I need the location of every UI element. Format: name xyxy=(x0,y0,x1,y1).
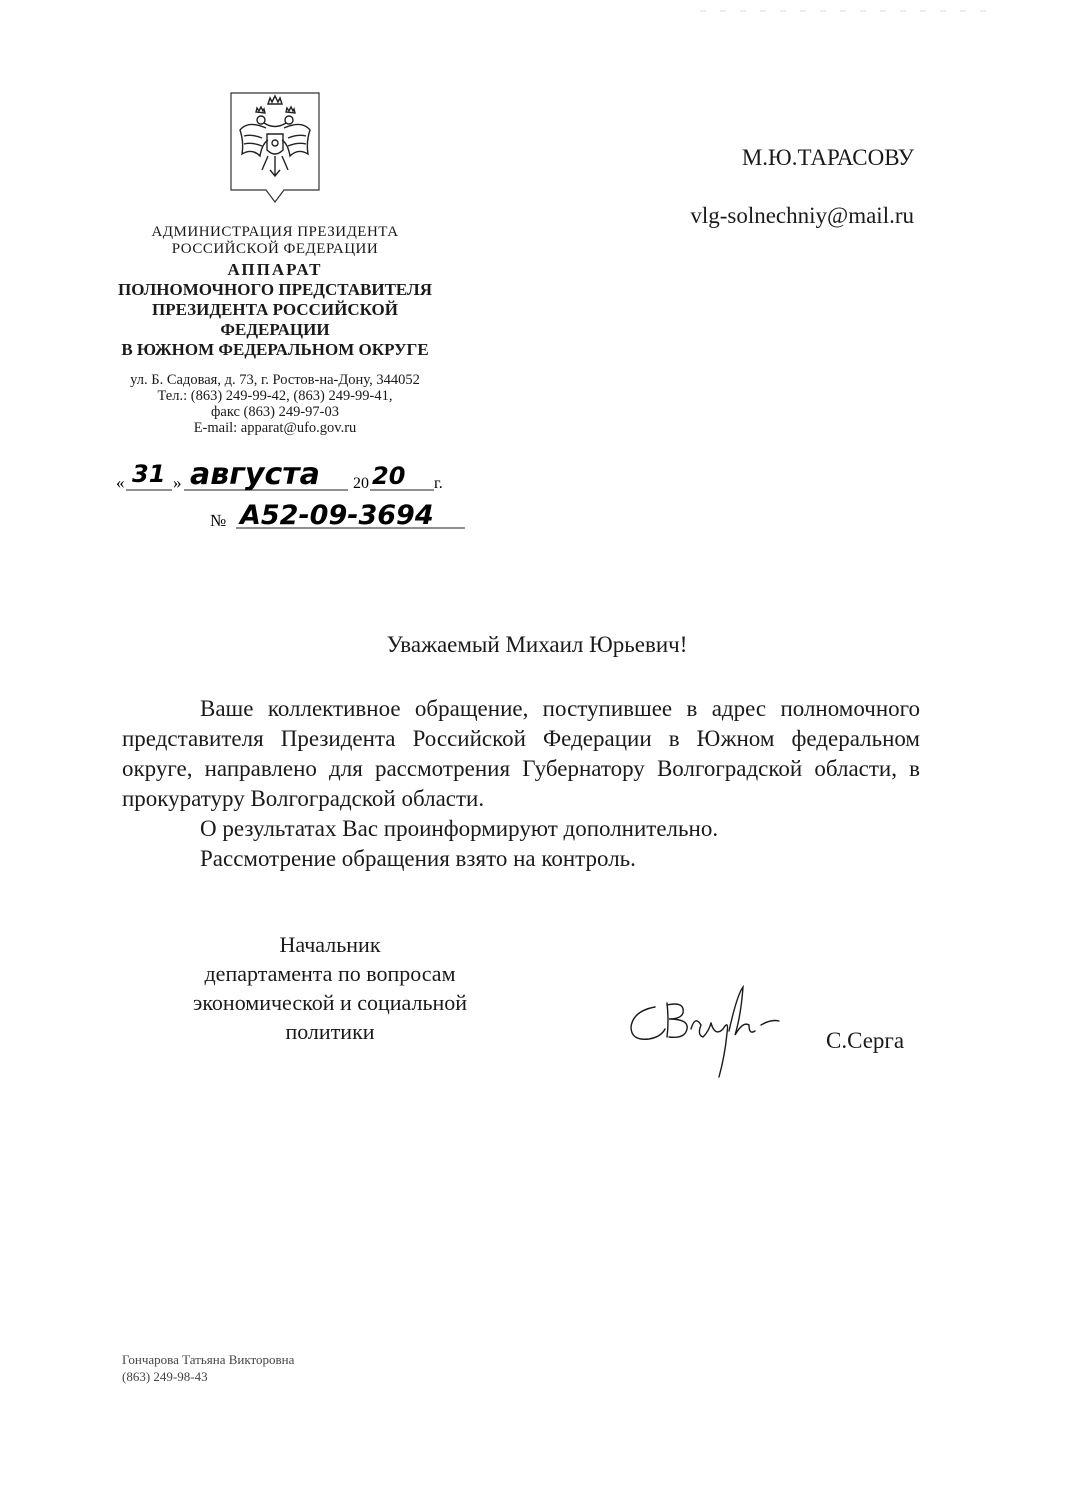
position-line: Начальник xyxy=(279,932,381,957)
org-line: РОССИЙСКОЙ ФЕДЕРАЦИИ xyxy=(171,241,379,257)
date-year-end: г. xyxy=(434,475,443,492)
scan-artifact xyxy=(700,8,1000,14)
recipient-name: М.Ю.ТАРАСОВУ xyxy=(741,145,914,170)
recipient-block xyxy=(690,140,914,234)
body-paragraph: Рассмотрение обращения взято на контроль. xyxy=(200,846,636,871)
fax-line: факс (863) 249-97-03 xyxy=(210,404,339,420)
position-line: политики xyxy=(285,1019,375,1044)
registration-date xyxy=(116,458,456,498)
organization-block xyxy=(100,224,450,360)
greeting: Уважаемый Михаил Юрьевич! xyxy=(386,632,688,657)
date-day: 31 xyxy=(132,460,166,488)
position-line: департамента по вопросам xyxy=(204,961,456,986)
executor-name: Гончарова Татьяна Викторовна xyxy=(122,1352,295,1367)
email-line: E-mail: apparat@ufo.gov.ru xyxy=(193,420,357,436)
body-paragraph: О результатах Вас проинформируют дополнительно. xyxy=(200,816,719,841)
signer-name: С.Серга xyxy=(826,1028,905,1053)
body-paragraph: Ваше коллективное обращение, поступившее в адрес полномочного представителя Президента Российской Федерации в Южном федеральном округе, направлено для рассмотрения Губернатору Волгоградской области, в прокуратуру Волгоградской области. xyxy=(122,696,920,811)
org-name-line: ПОЛНОМОЧНОГО ПРЕДСТАВИТЕЛЯ xyxy=(118,280,432,299)
number-value: А52-09-3694 xyxy=(240,500,434,531)
org-name-line: В ЮЖНОМ ФЕДЕРАЛЬНОМ ОКРУГЕ xyxy=(121,340,429,359)
position-line: экономической и социальной xyxy=(192,990,468,1015)
executor-block xyxy=(122,1351,294,1385)
date-year-prefix: 20 xyxy=(353,475,369,492)
letter-body xyxy=(122,694,920,874)
handwritten-signature xyxy=(625,985,805,1080)
svg-text:«: « xyxy=(116,473,125,492)
address-line: ул. Б. Садовая, д. 73, г. Ростов-на-Дону, 344052 xyxy=(130,372,420,388)
signer-position xyxy=(160,930,500,1046)
org-name-line: ПРЕЗИДЕНТА РОССИЙСКОЙ ФЕДЕРАЦИИ xyxy=(152,300,398,339)
org-name-line: АППАРАТ xyxy=(227,260,323,279)
number-sign: № xyxy=(210,511,227,530)
contact-block xyxy=(95,372,455,436)
recipient-email: vlg-solnechniy@mail.ru xyxy=(690,203,914,228)
org-line: АДМИНИСТРАЦИЯ ПРЕЗИДЕНТА xyxy=(151,224,399,240)
executor-phone: (863) 249-98-43 xyxy=(122,1369,208,1384)
date-month: августа xyxy=(190,458,320,492)
russian-coat-of-arms-icon xyxy=(228,90,322,206)
phone-line: Тел.: (863) 249-99-42, (863) 249-99-41, xyxy=(157,388,393,404)
svg-text:»: » xyxy=(173,473,182,492)
registration-number xyxy=(210,498,470,534)
date-year-suffix: 20 xyxy=(372,462,406,490)
